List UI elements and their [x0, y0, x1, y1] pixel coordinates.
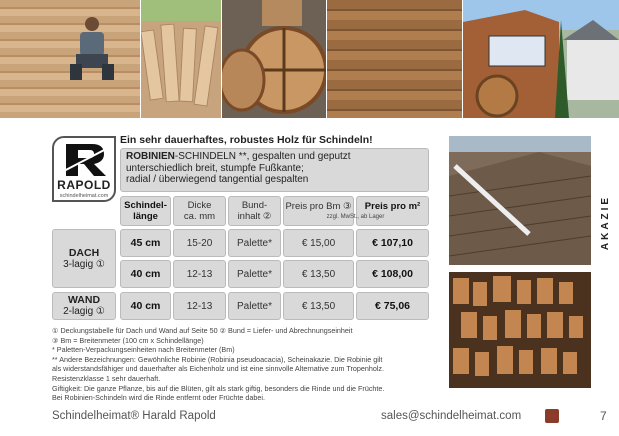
group-wand-title: WAND: [67, 294, 101, 306]
table-cell: 12-13: [173, 260, 226, 288]
header-laenge: Schindel- länge: [120, 196, 171, 226]
table-cell: € 13,50: [283, 292, 354, 320]
group-label-wand: [52, 292, 116, 320]
footnotes: [52, 326, 447, 403]
header-price-note: zzgl. MwSt., ab Lager: [326, 214, 385, 220]
table-cell: € 107,10: [356, 229, 429, 257]
footer-brand: Schindelheimat® Harald Rapold: [52, 410, 216, 422]
product-description: [120, 148, 429, 192]
description-line-3: radial / überwiegend tangential gespalten: [126, 174, 309, 185]
rapold-r-logo-icon: [62, 142, 108, 178]
photo-shingle-texture: [449, 272, 591, 388]
table-cell: Palette*: [228, 229, 281, 257]
photo-split-shingles: [141, 0, 221, 118]
description-line-2: unterschiedlich breit, stumpfe Fußkante;: [126, 162, 304, 174]
table-cell: 45 cm: [120, 229, 171, 257]
rapold-logo: [52, 136, 116, 202]
photo-log-sections: [222, 0, 326, 118]
brand-badge-icon: [545, 409, 559, 423]
photo-shingled-house: [463, 0, 619, 118]
photo-roof-shingles: [449, 136, 591, 265]
footnote-line: ① Deckungstabelle für Dach und Wand auf Seite 50 ② Bund = Liefer- und Abrechnungseinheit: [52, 326, 353, 335]
house-illustration: [463, 0, 619, 118]
footnote-line: Bei Robinien-Schindeln wird die Rinde entfernt oder Früchte dabei.: [52, 393, 265, 403]
product-name: ROBINIEN: [126, 151, 175, 162]
headline: Ein sehr dauerhaftes, robustes Holz für Schindeln!: [120, 134, 373, 146]
table-cell: 15-20: [173, 229, 226, 257]
roof-illustration: [449, 136, 591, 265]
side-label-text: AKAZIE: [600, 194, 612, 250]
table-cell: Palette*: [228, 260, 281, 288]
side-label: [596, 182, 616, 262]
header-preis-bm: Preis pro Bm ③: [283, 196, 354, 226]
product-title-rest: -SCHINDELN **, gespalten und geputzt: [174, 151, 351, 162]
craftsman-figure: [62, 14, 122, 84]
footnote-line: ③ Bm = Breitenmeter (100 cm x Schindellänge): [52, 335, 204, 345]
page-number: 7: [600, 409, 607, 423]
table-cell: 12-13: [173, 292, 226, 320]
header-bund: Bund- inhalt ②: [228, 196, 281, 226]
photo-shingle-maker: [0, 0, 140, 118]
footnote-line: ** Andere Bezeichnungen: Gewöhnliche Robinie (Robinia pseudoacacia), Scheinakazie. Die Robinie gilt: [52, 354, 383, 364]
table-cell: € 75,06: [356, 292, 429, 320]
header-preis-m2: Preis pro m²: [356, 196, 429, 226]
shingle-texture-illustration: [449, 272, 591, 388]
table-cell: € 108,00: [356, 260, 429, 288]
table-cell: Palette*: [228, 292, 281, 320]
header-dicke: Dicke ca. mm: [173, 196, 226, 226]
footer-email-link[interactable]: sales@schindelheimat.com: [381, 410, 522, 422]
group-dach-sub: 3-lagig ①: [63, 258, 105, 270]
group-label-dach: [52, 229, 116, 288]
table-cell: € 15,00: [283, 229, 354, 257]
table-cell: € 13,50: [283, 260, 354, 288]
photo-shingle-wall: [327, 0, 462, 118]
table-cell: 40 cm: [120, 260, 171, 288]
footnote-line: Giftigkeit: Die ganze Pflanze, bis auf die Blüten, gilt als stark giftig, besonders die Rinde und die Früchte.: [52, 383, 385, 393]
logo-name: RAPOLD: [57, 178, 111, 192]
group-wand-sub: 2-lagig ①: [63, 306, 105, 317]
footnote-line: als widerstandsfähiger und dauerhafter als Eichenholz und ist eine sinnvolle Alternative zum Tropenholz.: [52, 364, 385, 374]
table-cell: 40 cm: [120, 292, 171, 320]
log-rounds-illustration: [222, 0, 326, 118]
logo-site: schindelheimat.com: [59, 193, 109, 199]
group-dach-title: DACH: [68, 246, 100, 259]
footnote-line: * Paletten-Verpackungseinheiten nach Breitenmeter (Bm): [52, 345, 235, 355]
footnote-line: Resistenzklasse 1 sehr dauerhaft.: [52, 373, 161, 383]
